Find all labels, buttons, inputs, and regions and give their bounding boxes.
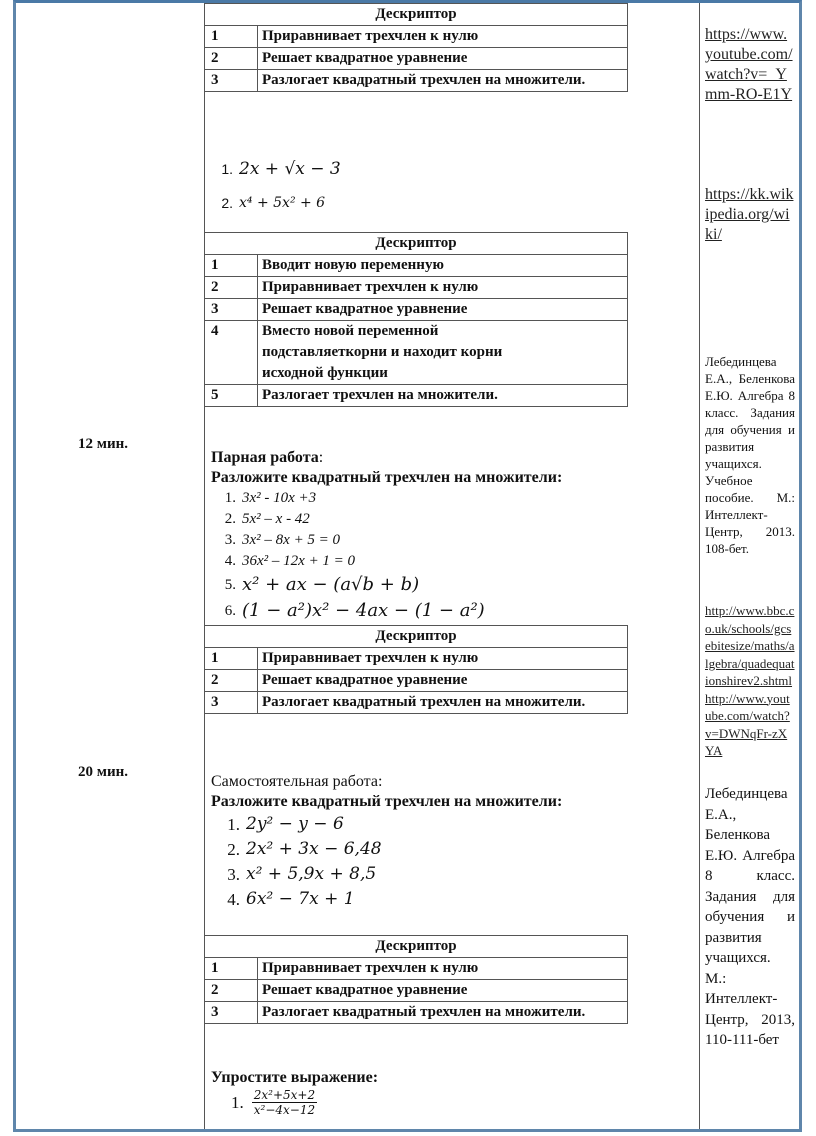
table-row: 3 Разлогает квадратный трехчлен на множители. <box>205 692 628 714</box>
list-item: 1. $\frac{\text{2x²+5x+2}}{\text{x²−4x−12}}$ <box>231 1088 316 1117</box>
reference-text: Лебединцева Е.А., Беленкова Е.Ю. Алгебра 8 класс. Задания для обучения и развития учащихся. М.: Интеллект-Центр, 2013, 110-111-бет <box>705 786 795 1048</box>
table-row: 2 Решает квадратное уравнение <box>205 980 628 1002</box>
youtube-link[interactable]: https://www.youtube.com/watch?v=_Ymm-RO-E1Y <box>705 26 793 103</box>
table-row: 2 Приравнивает трехчлен к нулю <box>205 277 628 299</box>
independent-work-section <box>211 772 691 912</box>
table-row: 3 Разлогает квадратный трехчлен на множители. <box>205 1002 628 1024</box>
resource-link[interactable] <box>705 25 795 105</box>
table-row: 4 Вместо новой переменной подставляеткорни и находит корни исходной функции <box>205 321 628 385</box>
independent-work-instruction: Разложите квадратный трехчлен на множители: <box>211 793 563 810</box>
list-item: 5. x² + ax − (a√b + b) <box>224 574 420 595</box>
descriptor-header: Дескриптор <box>205 626 628 648</box>
descriptor-table <box>204 625 628 714</box>
time-label: 12 мин. <box>78 436 129 452</box>
pair-work-title: Парная работа: <box>211 449 324 466</box>
simplify-section <box>211 1068 691 1117</box>
table-row: 1 Вводит новую переменную <box>205 255 628 277</box>
table-row: 2 Решает квадратное уравнение <box>205 48 628 70</box>
table-row: 1 Приравнивает трехчлен к нулю <box>205 958 628 980</box>
list-item: 1. 2y² − y − 6 <box>227 814 344 834</box>
descriptor-table <box>204 3 628 92</box>
table-row: 2 Решает квадратное уравнение <box>205 670 628 692</box>
table-row: 1 Приравнивает трехчлен к нулю <box>205 26 628 48</box>
table-row: 5 Разлогает трехчлен на множители. <box>205 385 628 407</box>
table-row: 1 Приравнивает трехчлен к нулю <box>205 648 628 670</box>
descriptor-section-1 <box>204 3 684 92</box>
fraction: $\frac{\text{2x²+5x+2}}{\text{x²−4x−12}}$ <box>253 1088 316 1117</box>
descriptor-table <box>204 232 628 407</box>
list-item: 4. 36x² – 12x + 1 = 0 <box>224 553 356 569</box>
list-item: 4. 6x² − 7x + 1 <box>227 889 355 909</box>
independent-work-title: Самостоятельная работа: <box>211 773 383 790</box>
column-divider <box>699 3 700 1129</box>
list-item: 2. x⁴ + 5x² + 6 <box>221 195 326 211</box>
pair-work-section <box>211 448 691 624</box>
list-item: 1. 3x² - 10x +3 <box>224 490 317 506</box>
descriptor-section-4 <box>204 935 684 1024</box>
descriptor-header: Дескриптор <box>205 936 628 958</box>
list-item: 3. 3x² – 8x + 5 = 0 <box>224 532 341 548</box>
descriptor-header: Дескриптор <box>205 233 628 255</box>
time-label: 20 мин. <box>78 764 129 780</box>
list-item: 3. x² + 5,9x + 8,5 <box>227 864 377 884</box>
simplify-title: Упростите выражение: <box>211 1069 379 1086</box>
resource-link[interactable] <box>705 185 795 245</box>
descriptor-header: Дескриптор <box>205 4 628 26</box>
descriptor-table <box>204 935 628 1024</box>
exercise-list-1 <box>200 152 680 220</box>
list-item: 2. 5x² – x - 42 <box>224 511 310 527</box>
table-row: 3 Разлогает квадратный трехчлен на множители. <box>205 70 628 92</box>
list-item: 2. 2x² + 3x − 6,48 <box>227 839 382 859</box>
bbc-youtube-link[interactable]: http://www.bbc.co.uk/schools/gcsebitesize/maths/algebra/quadequationshirev2.shtmlhttp://www.youtube.com/watch?v=DWNqFr-zXYA <box>705 603 795 758</box>
descriptor-section-3 <box>204 625 684 714</box>
resource-link[interactable] <box>705 602 795 760</box>
descriptor-section-2 <box>204 232 684 407</box>
reference-text: Лебединцева Е.А., Беленкова Е.Ю. Алгебра 8 класс. Задания для обучения и развития учащихся. Учебное пособие. М.: Интеллект-Центр, 2013. 108-бет. <box>705 354 795 556</box>
pair-work-instruction: Разложите квадратный трехчлен на множители: <box>211 469 563 486</box>
table-row: 3 Решает квадратное уравнение <box>205 299 628 321</box>
list-item: 1. 2x + √x − 3 <box>221 159 341 179</box>
wikipedia-link[interactable]: https://kk.wikipedia.org/wiki/ <box>705 186 794 243</box>
list-item: 6. (1 − a²)x² − 4ax − (1 − a²) <box>224 600 485 621</box>
